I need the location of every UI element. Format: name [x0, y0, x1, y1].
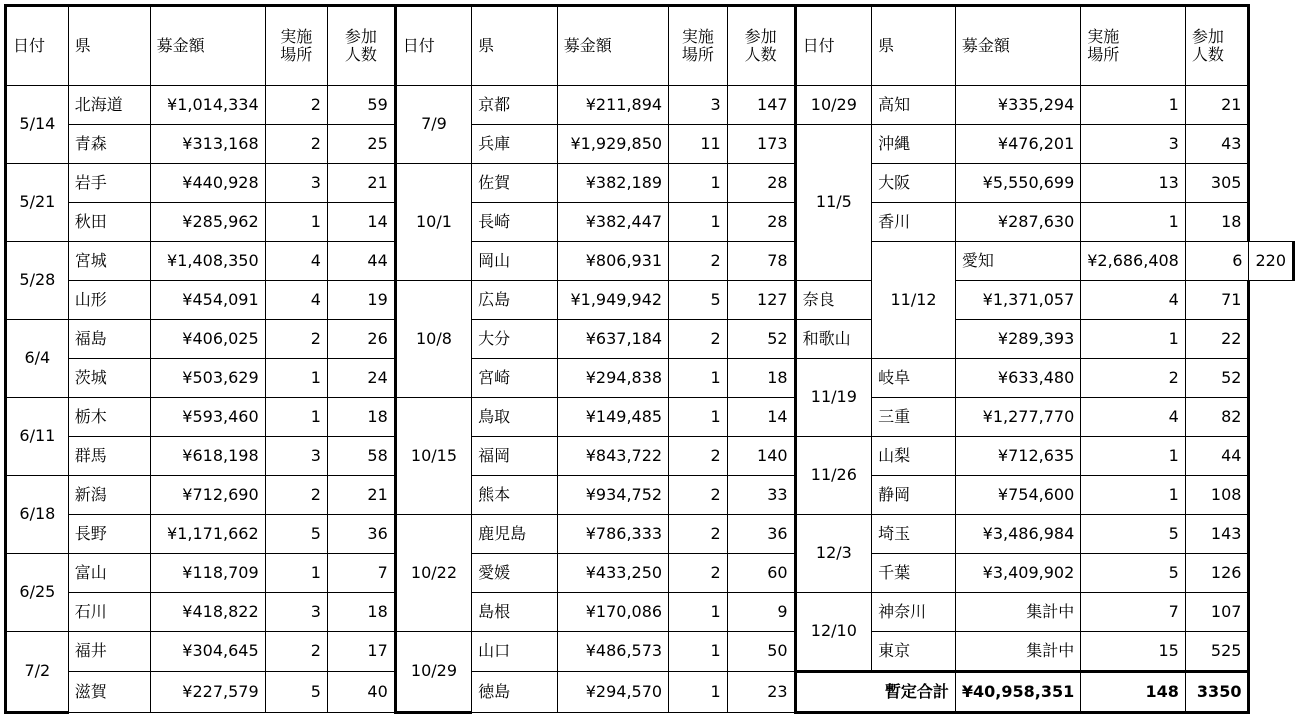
sites-cell: 1 — [1081, 437, 1186, 476]
people-cell: 43 — [1185, 125, 1249, 164]
people-cell: 58 — [327, 437, 395, 476]
pref-cell: 高知 — [872, 86, 956, 125]
amount-cell: ¥1,929,850 — [557, 125, 668, 164]
amount-cell: ¥170,086 — [557, 593, 668, 632]
sites-cell: 7 — [1081, 593, 1186, 632]
pref-cell: 徳島 — [472, 672, 558, 713]
date-cell: 6/18 — [6, 476, 69, 554]
sites-cell: 13 — [1081, 164, 1186, 203]
amount-cell: 集計中 — [955, 593, 1080, 632]
header-date: 日付 — [6, 6, 69, 86]
sites-cell: 3 — [265, 437, 327, 476]
sites-cell: 1 — [669, 164, 728, 203]
sites-cell: 2 — [265, 86, 327, 125]
people-cell: 52 — [727, 320, 795, 359]
amount-cell: ¥1,408,350 — [150, 242, 265, 281]
header-sites — [265, 6, 327, 86]
people-cell: 14 — [327, 203, 395, 242]
sites-cell: 1 — [1081, 86, 1186, 125]
amount-cell: ¥382,447 — [557, 203, 668, 242]
pref-cell: 山形 — [68, 281, 150, 320]
amount-cell: ¥294,570 — [557, 672, 668, 713]
pref-cell: 岩手 — [68, 164, 150, 203]
pref-cell: 福井 — [68, 632, 150, 672]
people-cell: 24 — [327, 359, 395, 398]
people-cell: 22 — [1185, 320, 1249, 359]
amount-cell: ¥382,189 — [557, 164, 668, 203]
date-cell: 6/25 — [6, 554, 69, 632]
header-sites-line1: 実施 — [1087, 26, 1120, 46]
amount-cell: ¥440,928 — [150, 164, 265, 203]
sites-cell: 1 — [669, 593, 728, 632]
amount-cell: ¥1,277,770 — [955, 398, 1080, 437]
total-amount: ¥40,958,351 — [955, 672, 1080, 713]
date-cell: 6/11 — [6, 398, 69, 476]
people-cell: 82 — [1185, 398, 1249, 437]
people-cell: 21 — [1185, 86, 1249, 125]
header-date: 日付 — [395, 6, 471, 86]
people-cell: 26 — [327, 320, 395, 359]
sites-cell: 1 — [1081, 203, 1186, 242]
sites-cell: 1 — [1081, 476, 1186, 515]
amount-cell: ¥335,294 — [955, 86, 1080, 125]
amount-cell: ¥287,630 — [955, 203, 1080, 242]
sites-cell: 2 — [669, 476, 728, 515]
amount-cell: ¥712,635 — [955, 437, 1080, 476]
people-cell: 107 — [1185, 593, 1249, 632]
amount-cell: ¥1,949,942 — [557, 281, 668, 320]
pref-cell: 熊本 — [472, 476, 558, 515]
pref-cell: 大阪 — [872, 164, 956, 203]
people-cell: 173 — [727, 125, 795, 164]
table-row — [6, 359, 1294, 398]
sites-cell: 3 — [669, 86, 728, 125]
people-cell: 25 — [327, 125, 395, 164]
amount-cell: ¥433,250 — [557, 554, 668, 593]
amount-cell: ¥2,686,408 — [1081, 242, 1186, 281]
date-cell: 10/29 — [395, 632, 471, 713]
date-cell: 11/19 — [795, 359, 872, 437]
amount-cell: ¥304,645 — [150, 632, 265, 672]
pref-cell: 愛媛 — [472, 554, 558, 593]
table-row — [6, 164, 1294, 203]
people-cell: 60 — [727, 554, 795, 593]
sites-cell: 2 — [669, 320, 728, 359]
pref-cell: 神奈川 — [872, 593, 956, 632]
pref-cell: 群馬 — [68, 437, 150, 476]
pref-cell: 奈良 — [795, 281, 872, 320]
amount-cell: ¥454,091 — [150, 281, 265, 320]
people-cell: 33 — [727, 476, 795, 515]
header-people-line2: 人数 — [1191, 45, 1224, 64]
pref-cell: 青森 — [68, 125, 150, 164]
header-sites-line1: 実施 — [681, 26, 714, 46]
date-cell: 10/29 — [795, 86, 872, 125]
amount-cell: ¥593,460 — [150, 398, 265, 437]
people-cell: 19 — [327, 281, 395, 320]
header-people-line1: 参加 — [1191, 26, 1224, 46]
date-cell: 5/28 — [6, 242, 69, 320]
amount-cell: ¥637,184 — [557, 320, 668, 359]
date-cell: 12/10 — [795, 593, 872, 672]
pref-cell: 秋田 — [68, 203, 150, 242]
date-cell: 10/8 — [395, 281, 471, 398]
pref-cell: 北海道 — [68, 86, 150, 125]
sites-cell: 15 — [1081, 632, 1186, 672]
pref-cell: 福島 — [68, 320, 150, 359]
header-sites — [1081, 6, 1186, 86]
pref-cell: 香川 — [872, 203, 956, 242]
table-row — [6, 398, 1294, 437]
pref-cell: 栃木 — [68, 398, 150, 437]
pref-cell: 宮城 — [68, 242, 150, 281]
amount-cell: ¥786,333 — [557, 515, 668, 554]
sites-cell: 2 — [669, 437, 728, 476]
people-cell: 143 — [1185, 515, 1249, 554]
date-cell: 12/3 — [795, 515, 872, 593]
total-label: 暫定合計 — [795, 672, 955, 713]
people-cell: 52 — [1185, 359, 1249, 398]
date-cell: 11/5 — [795, 125, 872, 281]
pref-cell: 岡山 — [472, 242, 558, 281]
pref-cell: 福岡 — [472, 437, 558, 476]
people-cell: 127 — [727, 281, 795, 320]
sites-cell: 6 — [1185, 242, 1249, 281]
amount-cell: ¥503,629 — [150, 359, 265, 398]
pref-cell: 長崎 — [472, 203, 558, 242]
amount-cell: ¥3,486,984 — [955, 515, 1080, 554]
pref-cell: 三重 — [872, 398, 956, 437]
table-row — [6, 125, 1294, 164]
date-cell: 7/9 — [395, 86, 471, 164]
pref-cell: 岐阜 — [872, 359, 956, 398]
amount-cell: ¥633,480 — [955, 359, 1080, 398]
sites-cell: 1 — [1081, 320, 1186, 359]
people-cell: 71 — [1185, 281, 1249, 320]
date-cell: 11/26 — [795, 437, 872, 515]
pref-cell: 兵庫 — [472, 125, 558, 164]
sites-cell: 2 — [265, 476, 327, 515]
amount-cell: ¥294,838 — [557, 359, 668, 398]
pref-cell: 島根 — [472, 593, 558, 632]
table-row — [6, 554, 1294, 593]
amount-cell: ¥289,393 — [955, 320, 1080, 359]
people-cell: 44 — [1185, 437, 1249, 476]
header-amount: 募金額 — [150, 6, 265, 86]
pref-cell: 佐賀 — [472, 164, 558, 203]
people-cell: 7 — [327, 554, 395, 593]
pref-cell: 鳥取 — [472, 398, 558, 437]
header-sites — [669, 6, 728, 86]
people-cell: 14 — [727, 398, 795, 437]
table-row — [6, 242, 1294, 281]
sites-cell: 2 — [669, 515, 728, 554]
people-cell: 21 — [327, 164, 395, 203]
date-cell: 10/1 — [395, 164, 471, 281]
amount-cell: ¥934,752 — [557, 476, 668, 515]
table-row — [6, 320, 1294, 359]
header-pref: 県 — [472, 6, 558, 86]
sites-cell: 1 — [265, 554, 327, 593]
header-people — [1185, 6, 1249, 86]
sites-cell: 4 — [1081, 398, 1186, 437]
table-row — [6, 593, 1294, 632]
date-cell: 6/4 — [6, 320, 69, 398]
people-cell: 108 — [1185, 476, 1249, 515]
people-cell: 18 — [327, 398, 395, 437]
people-cell: 220 — [1249, 242, 1294, 281]
date-cell: 5/21 — [6, 164, 69, 242]
people-cell: 140 — [727, 437, 795, 476]
sites-cell: 3 — [265, 593, 327, 632]
donation-table — [4, 4, 1295, 714]
sites-cell: 4 — [265, 281, 327, 320]
pref-cell: 宮崎 — [472, 359, 558, 398]
pref-cell: 長野 — [68, 515, 150, 554]
sites-cell: 5 — [265, 672, 327, 713]
header-people-line2: 人数 — [344, 45, 377, 64]
sites-cell: 2 — [669, 242, 728, 281]
pref-cell: 静岡 — [872, 476, 956, 515]
amount-cell: ¥211,894 — [557, 86, 668, 125]
people-cell: 59 — [327, 86, 395, 125]
total-sites: 148 — [1081, 672, 1186, 713]
table-row — [6, 515, 1294, 554]
people-cell: 78 — [727, 242, 795, 281]
sites-cell: 2 — [265, 320, 327, 359]
pref-cell: 大分 — [472, 320, 558, 359]
header-pref: 県 — [872, 6, 956, 86]
amount-cell: ¥806,931 — [557, 242, 668, 281]
sites-cell: 5 — [669, 281, 728, 320]
sites-cell: 2 — [669, 554, 728, 593]
people-cell: 9 — [727, 593, 795, 632]
people-cell: 18 — [727, 359, 795, 398]
amount-cell: ¥618,198 — [150, 437, 265, 476]
pref-cell: 東京 — [872, 632, 956, 672]
amount-cell: ¥227,579 — [150, 672, 265, 713]
pref-cell: 広島 — [472, 281, 558, 320]
people-cell: 28 — [727, 164, 795, 203]
people-cell: 44 — [327, 242, 395, 281]
people-cell: 23 — [727, 672, 795, 713]
amount-cell: ¥1,171,662 — [150, 515, 265, 554]
sites-cell: 1 — [669, 632, 728, 672]
amount-cell: 集計中 — [955, 632, 1080, 672]
header-sites-line2: 場所 — [280, 45, 313, 64]
header-row — [6, 6, 1294, 86]
pref-cell: 千葉 — [872, 554, 956, 593]
amount-cell: ¥313,168 — [150, 125, 265, 164]
pref-cell: 滋賀 — [68, 672, 150, 713]
pref-cell: 鹿児島 — [472, 515, 558, 554]
sites-cell: 5 — [265, 515, 327, 554]
sites-cell: 3 — [265, 164, 327, 203]
sites-cell: 4 — [1081, 281, 1186, 320]
people-cell: 17 — [327, 632, 395, 672]
pref-cell: 石川 — [68, 593, 150, 632]
sites-cell: 1 — [669, 359, 728, 398]
table-row — [6, 437, 1294, 476]
header-amount: 募金額 — [955, 6, 1080, 86]
people-cell: 36 — [727, 515, 795, 554]
date-cell: 11/12 — [872, 242, 956, 359]
header-people — [327, 6, 395, 86]
sites-cell: 1 — [265, 398, 327, 437]
date-cell: 10/15 — [395, 398, 471, 515]
header-pref: 県 — [68, 6, 150, 86]
date-cell: 5/14 — [6, 86, 69, 164]
amount-cell: ¥486,573 — [557, 632, 668, 672]
amount-cell: ¥1,371,057 — [955, 281, 1080, 320]
amount-cell: ¥285,962 — [150, 203, 265, 242]
amount-cell: ¥3,409,902 — [955, 554, 1080, 593]
header-people — [727, 6, 795, 86]
people-cell: 50 — [727, 632, 795, 672]
table-row — [6, 672, 1294, 713]
amount-cell: ¥476,201 — [955, 125, 1080, 164]
pref-cell: 茨城 — [68, 359, 150, 398]
sites-cell: 1 — [265, 359, 327, 398]
pref-cell: 富山 — [68, 554, 150, 593]
people-cell: 28 — [727, 203, 795, 242]
pref-cell: 和歌山 — [795, 320, 872, 359]
date-cell: 7/2 — [6, 632, 69, 713]
date-cell: 10/22 — [395, 515, 471, 632]
table-row — [6, 476, 1294, 515]
people-cell: 36 — [327, 515, 395, 554]
sites-cell: 2 — [1081, 359, 1186, 398]
amount-cell: ¥406,025 — [150, 320, 265, 359]
table-row — [6, 203, 1294, 242]
header-sites-line2: 場所 — [1087, 45, 1120, 64]
sites-cell: 5 — [1081, 554, 1186, 593]
table-row — [6, 281, 1294, 320]
people-cell: 40 — [327, 672, 395, 713]
table-row — [6, 86, 1294, 125]
people-cell: 18 — [327, 593, 395, 632]
pref-cell: 沖縄 — [872, 125, 956, 164]
header-amount: 募金額 — [557, 6, 668, 86]
amount-cell: ¥1,014,334 — [150, 86, 265, 125]
sites-cell: 11 — [669, 125, 728, 164]
total-people: 3350 — [1185, 672, 1249, 713]
pref-cell: 京都 — [472, 86, 558, 125]
people-cell: 147 — [727, 86, 795, 125]
header-people-line1: 参加 — [344, 26, 377, 46]
sites-cell: 1 — [669, 398, 728, 437]
sites-cell: 1 — [669, 672, 728, 713]
people-cell: 525 — [1185, 632, 1249, 672]
sites-cell: 1 — [669, 203, 728, 242]
amount-cell: ¥843,722 — [557, 437, 668, 476]
pref-cell: 愛知 — [955, 242, 1080, 281]
amount-cell: ¥712,690 — [150, 476, 265, 515]
pref-cell: 新潟 — [68, 476, 150, 515]
amount-cell: ¥754,600 — [955, 476, 1080, 515]
pref-cell: 山口 — [472, 632, 558, 672]
header-people-line1: 参加 — [744, 26, 777, 46]
header-sites-line1: 実施 — [280, 26, 313, 46]
sites-cell: 4 — [265, 242, 327, 281]
amount-cell: ¥118,709 — [150, 554, 265, 593]
pref-cell: 山梨 — [872, 437, 956, 476]
header-date: 日付 — [795, 6, 872, 86]
sites-cell: 5 — [1081, 515, 1186, 554]
people-cell: 18 — [1185, 203, 1249, 242]
sites-cell: 1 — [265, 203, 327, 242]
pref-cell: 埼玉 — [872, 515, 956, 554]
people-cell: 305 — [1185, 164, 1249, 203]
header-people-line2: 人数 — [744, 45, 777, 64]
sites-cell: 3 — [1081, 125, 1186, 164]
people-cell: 21 — [327, 476, 395, 515]
sites-cell: 2 — [265, 632, 327, 672]
amount-cell: ¥418,822 — [150, 593, 265, 632]
header-sites-line2: 場所 — [681, 45, 714, 64]
amount-cell: ¥5,550,699 — [955, 164, 1080, 203]
table-row — [6, 632, 1294, 672]
sites-cell: 2 — [265, 125, 327, 164]
amount-cell: ¥149,485 — [557, 398, 668, 437]
people-cell: 126 — [1185, 554, 1249, 593]
